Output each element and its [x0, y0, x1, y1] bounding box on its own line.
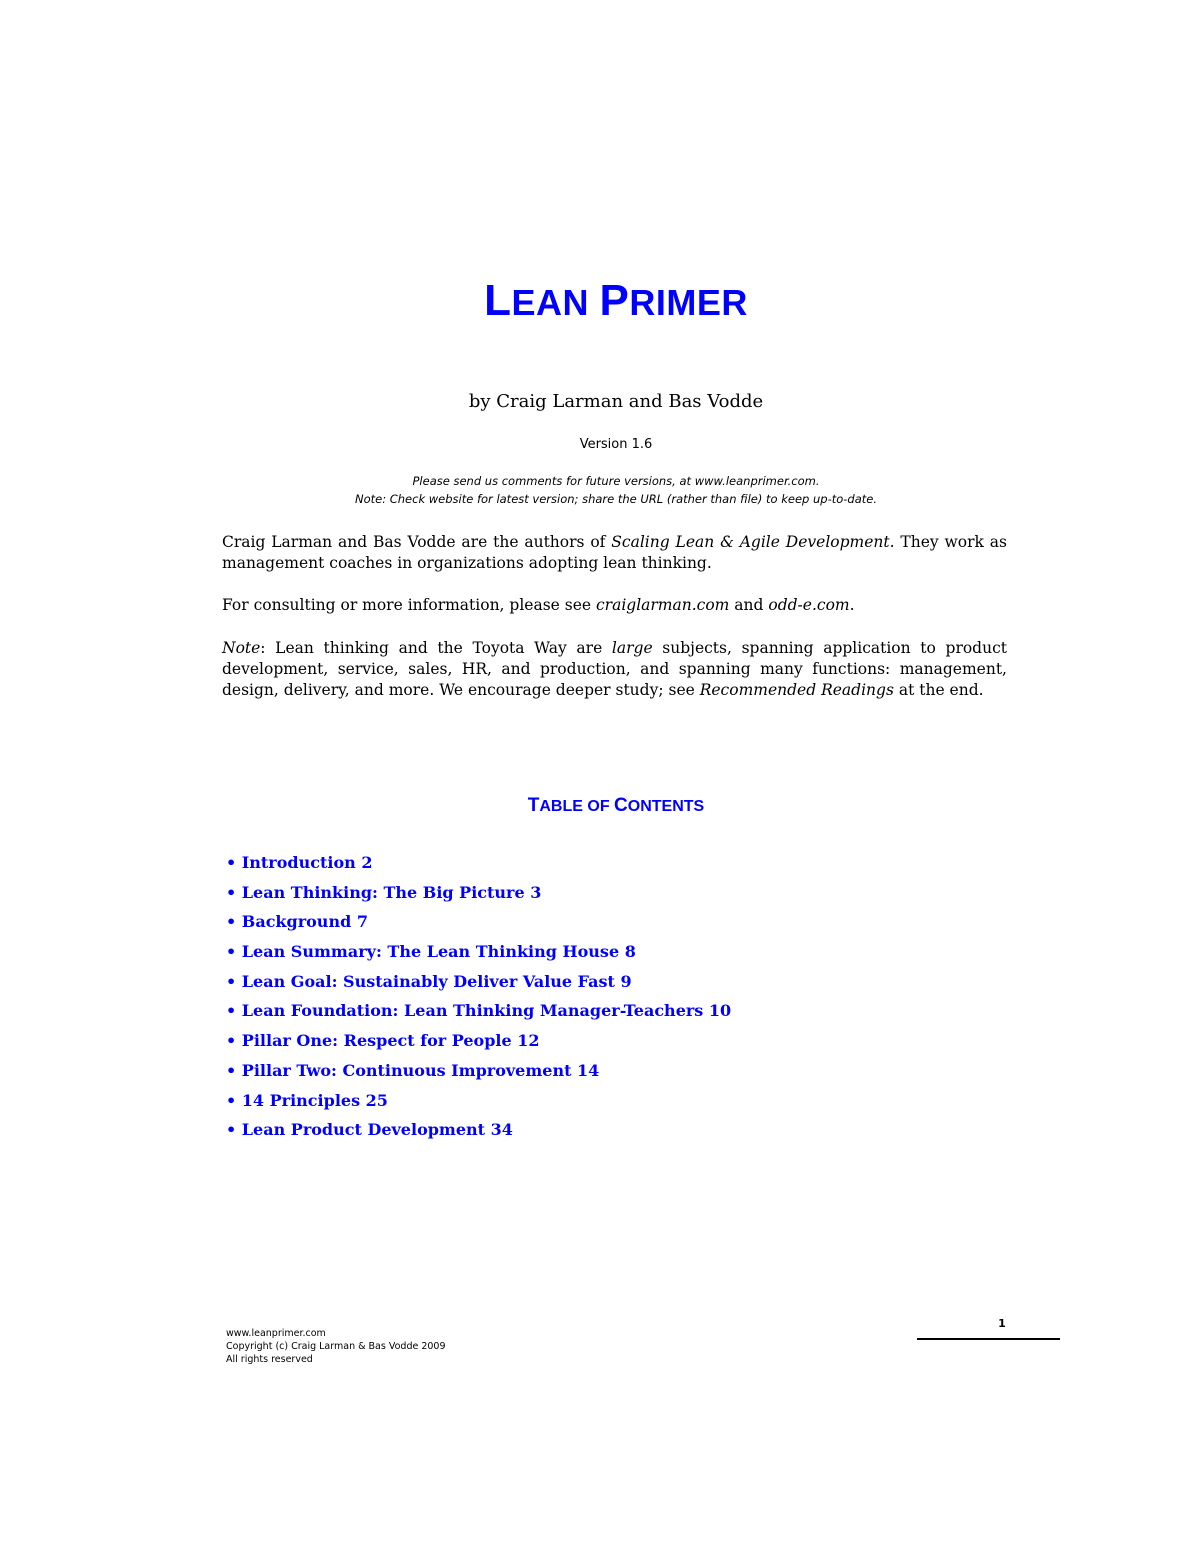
toc-link-introduction[interactable]: • Introduction 2: [226, 853, 373, 872]
note-text-3: at the end.: [893, 681, 984, 699]
authors-text: Craig Larman and Bas Vodde are the authors of: [222, 533, 612, 551]
book-title: Scaling Lean & Agile Development: [611, 533, 890, 551]
consulting-and: and: [729, 596, 769, 614]
author-byline: by Craig Larman and Bas Vodde: [468, 391, 764, 412]
footer-rule: [917, 1338, 1060, 1340]
toc-item: [226, 1060, 731, 1090]
toc-item: [226, 941, 731, 971]
page-number: 1: [998, 1317, 1006, 1330]
note-text-2: subjects, spanning application to product development, service, sales, HR, and production, and spanning many functions: management, design, delivery, and more. We encourage deeper study; see: [222, 639, 1007, 699]
toc-item: [226, 1030, 731, 1060]
table-of-contents: [226, 852, 731, 1149]
toc-link-14-principles[interactable]: • 14 Principles 25: [226, 1090, 388, 1110]
note-paragraph: [222, 638, 1007, 701]
toc-item: [226, 852, 731, 882]
toc-link-background[interactable]: • Background 7: [226, 912, 368, 932]
authors-paragraph: [222, 532, 1007, 574]
craiglarman-link[interactable]: craiglarman.com: [595, 596, 730, 614]
toc-link-lean-foundation[interactable]: • Lean Foundation: Lean Thinking Manager-Teachers 10: [226, 1001, 732, 1021]
toc-link-big-picture[interactable]: • Lean Thinking: The Big Picture 3: [226, 882, 542, 902]
feedback-notes: [0, 472, 1200, 508]
toc-heading-part1: ABLE OF: [539, 798, 615, 815]
title-word-rimer: RIMER: [629, 282, 748, 323]
toc-item: [226, 911, 731, 941]
consulting-paragraph: [222, 595, 1007, 616]
toc-link-lean-goal[interactable]: • Lean Goal: Sustainably Deliver Value Fast 9: [226, 971, 632, 991]
footer-rights: All rights reserved: [226, 1354, 313, 1365]
toc-item: [226, 1119, 731, 1149]
toc-heading-part2: ONTENTS: [627, 798, 705, 815]
large-emphasis: large: [611, 639, 653, 657]
toc-heading: [0, 795, 1200, 817]
title-word-ean: EAN: [511, 282, 590, 323]
website-note-line: Note: Check website for latest version; share the URL (rather than file) to keep up-to-date.: [354, 492, 877, 506]
title-initial-l: L: [484, 276, 512, 325]
toc-item: [226, 971, 731, 1001]
note-label: Note: [222, 639, 261, 657]
title-initial-p: P: [599, 276, 630, 325]
toc-heading-initial-t: T: [527, 795, 540, 816]
footer-copyright: Copyright (c) Craig Larman & Bas Vodde 2009: [226, 1341, 446, 1352]
page-footer: [226, 1327, 446, 1366]
footer-url: www.leanprimer.com: [226, 1328, 326, 1339]
toc-item: [226, 1000, 731, 1030]
authors-text-end: . They work as management coaches in organizations adopting lean thinking.: [222, 533, 1007, 572]
toc-item: [226, 882, 731, 912]
toc-link-pillar-two[interactable]: • Pillar Two: Continuous Improvement 14: [226, 1060, 600, 1080]
recommended-readings-ref: Recommended Readings: [699, 681, 894, 699]
consulting-period: .: [849, 596, 855, 614]
odd-e-link[interactable]: odd-e.com: [768, 596, 850, 614]
toc-link-product-development[interactable]: • Lean Product Development 34: [226, 1120, 513, 1140]
toc-link-lean-summary[interactable]: • Lean Summary: The Lean Thinking House 8: [226, 942, 636, 962]
toc-item: [226, 1090, 731, 1120]
version-label: Version 1.6: [579, 437, 653, 452]
document-title: [0, 276, 1200, 326]
toc-link-pillar-one[interactable]: • Pillar One: Respect for People 12: [226, 1031, 540, 1051]
note-text-1: : Lean thinking and the Toyota Way are: [260, 639, 612, 657]
toc-heading-initial-c: C: [614, 795, 628, 816]
consulting-text: For consulting or more information, please see: [222, 596, 596, 614]
feedback-note-line: Please send us comments for future versions, at www.leanprimer.com.: [412, 474, 820, 488]
